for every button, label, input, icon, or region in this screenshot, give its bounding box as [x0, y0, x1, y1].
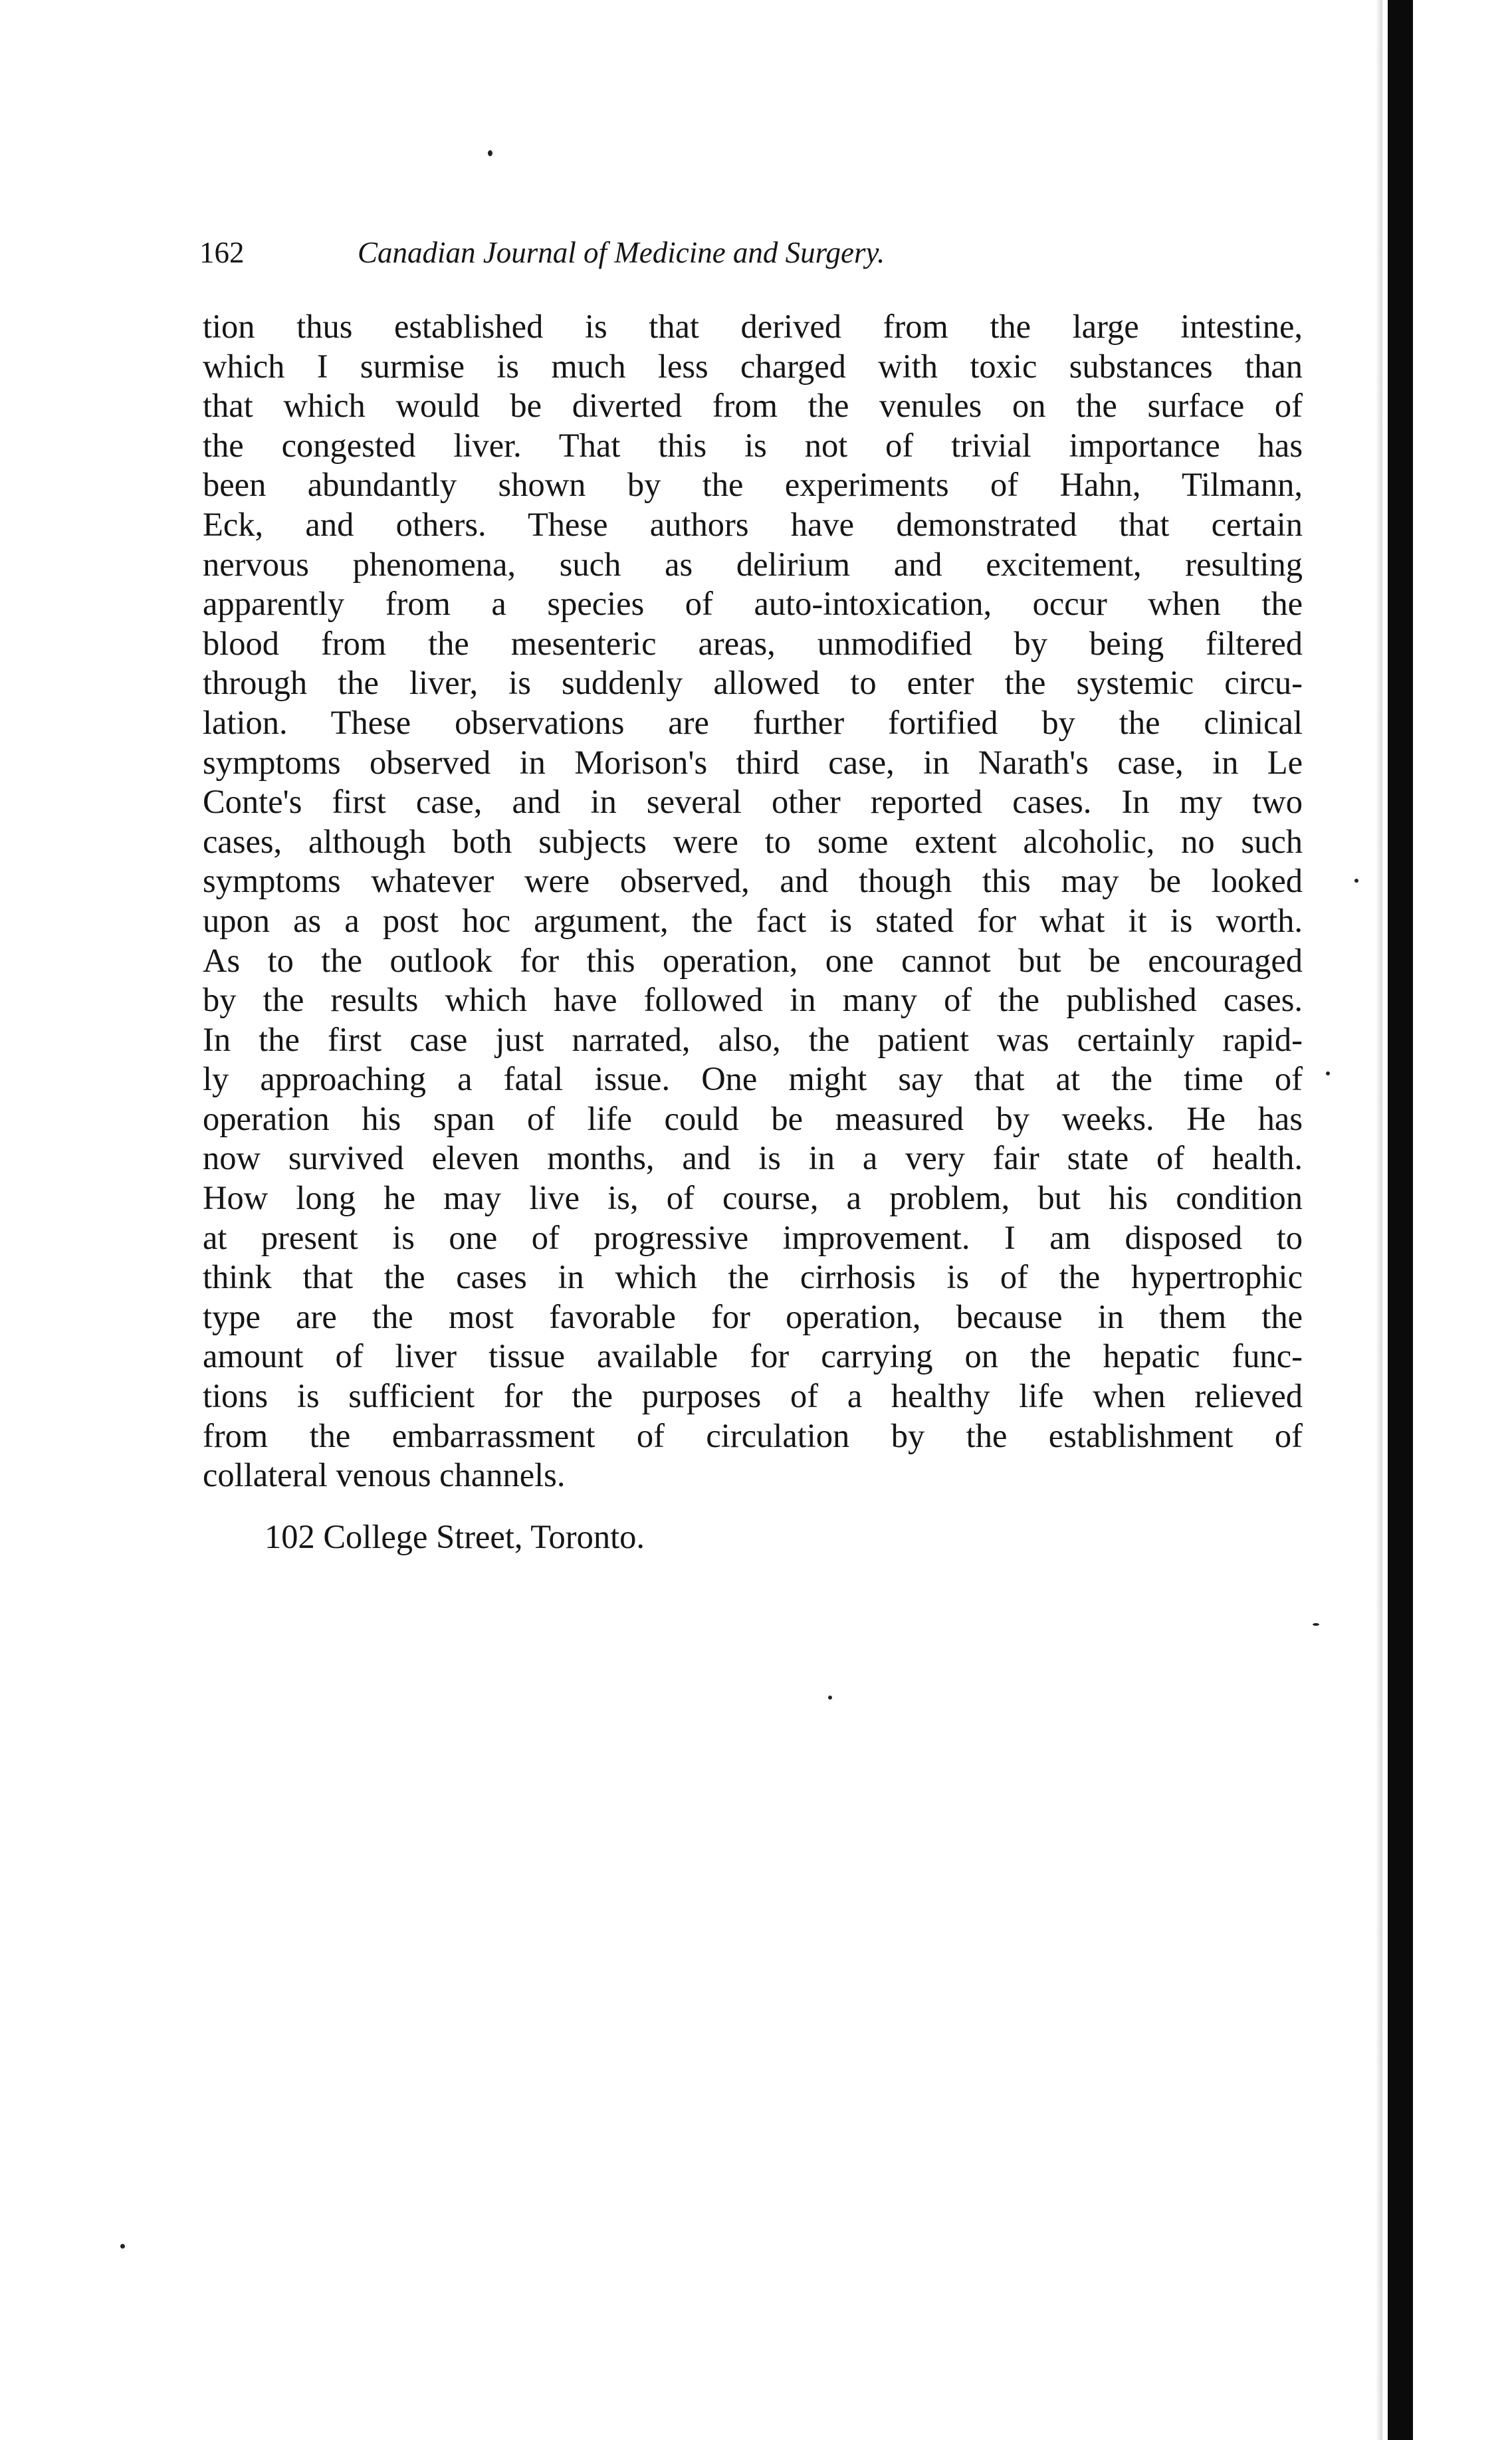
text-line: apparently from a species of auto-intoxication, occur when the [203, 585, 1303, 623]
text-line: operation his span of life could be measured by weeks. He has [203, 1099, 1303, 1137]
text-line: think that the cases in which the cirrhosis is of the hypertrophic [203, 1258, 1303, 1296]
article-body [203, 307, 1303, 1496]
text-line: nervous phenomena, such as delirium and excitement, resulting [203, 545, 1303, 583]
scan-speck [488, 150, 492, 156]
page-number: 162 [199, 236, 245, 269]
text-line: symptoms whatever were observed, and though this may be looked [203, 862, 1303, 900]
binding-gutter [1388, 0, 1413, 2440]
text-line: tion thus established is that derived from the large intestine, [203, 308, 1303, 345]
text-line: which I surmise is much less charged with toxic substances than [203, 347, 1303, 385]
text-line: amount of liver tissue available for carrying on the hepatic func- [203, 1337, 1303, 1375]
running-title: Canadian Journal of Medicine and Surgery. [358, 236, 885, 269]
text-line: through the liver, is suddenly allowed to enter the systemic circu- [203, 664, 1303, 702]
text-line: the congested liver. That this is not of trivial importance has [203, 426, 1303, 464]
text-line: that which would be diverted from the venules on the surface of [203, 387, 1303, 425]
text-line: blood from the mesenteric areas, unmodified by being filtered [203, 624, 1303, 662]
text-line: at present is one of progressive improvement. I am disposed to [203, 1218, 1303, 1256]
scan-speck [828, 1696, 832, 1700]
text-line: symptoms observed in Morison's third case, in Narath's case, in Le [203, 743, 1303, 781]
text-line: How long he may live is, of course, a problem, but his condition [203, 1179, 1303, 1217]
page-header [199, 229, 1329, 276]
text-line: Conte's first case, and in several other reported cases. In my two [203, 783, 1303, 821]
text-line: cases, although both subjects were to some extent alcoholic, no such [203, 822, 1303, 860]
text-line: been abundantly shown by the experiments of Hahn, Tilmann, [203, 466, 1303, 504]
scan-speck [1313, 1623, 1319, 1626]
text-line: by the results which have followed in many of the published cases. [203, 981, 1303, 1019]
scan-speck [120, 2244, 125, 2249]
scan-speck [1354, 879, 1358, 883]
text-line: now survived eleven months, and is in a very fair state of health. [203, 1139, 1303, 1177]
text-line: upon as a post hoc argument, the fact is stated for what it is worth. [203, 901, 1303, 939]
author-address: 102 College Street, Toronto. [265, 1518, 645, 1555]
text-line: lation. These observations are further fortified by the clinical [203, 703, 1303, 741]
text-line: tions is sufficient for the purposes of a healthy life when relieved [203, 1377, 1303, 1415]
text-line: Eck, and others. These authors have demonstrated that certain [203, 505, 1303, 543]
text-line: ly approaching a fatal issue. One might say that at the time of [203, 1060, 1303, 1098]
binding-shadow [1376, 0, 1382, 2440]
scan-speck [1326, 1071, 1330, 1075]
text-line: As to the outlook for this operation, one cannot but be encouraged [203, 941, 1303, 979]
text-line: type are the most favorable for operation, because in them the [203, 1297, 1303, 1335]
text-line: from the embarrassment of circulation by the establishment of [203, 1416, 1303, 1454]
text-line: In the first case just narrated, also, the patient was certainly rapid- [203, 1020, 1303, 1058]
text-line: collateral venous channels. [203, 1456, 566, 1494]
